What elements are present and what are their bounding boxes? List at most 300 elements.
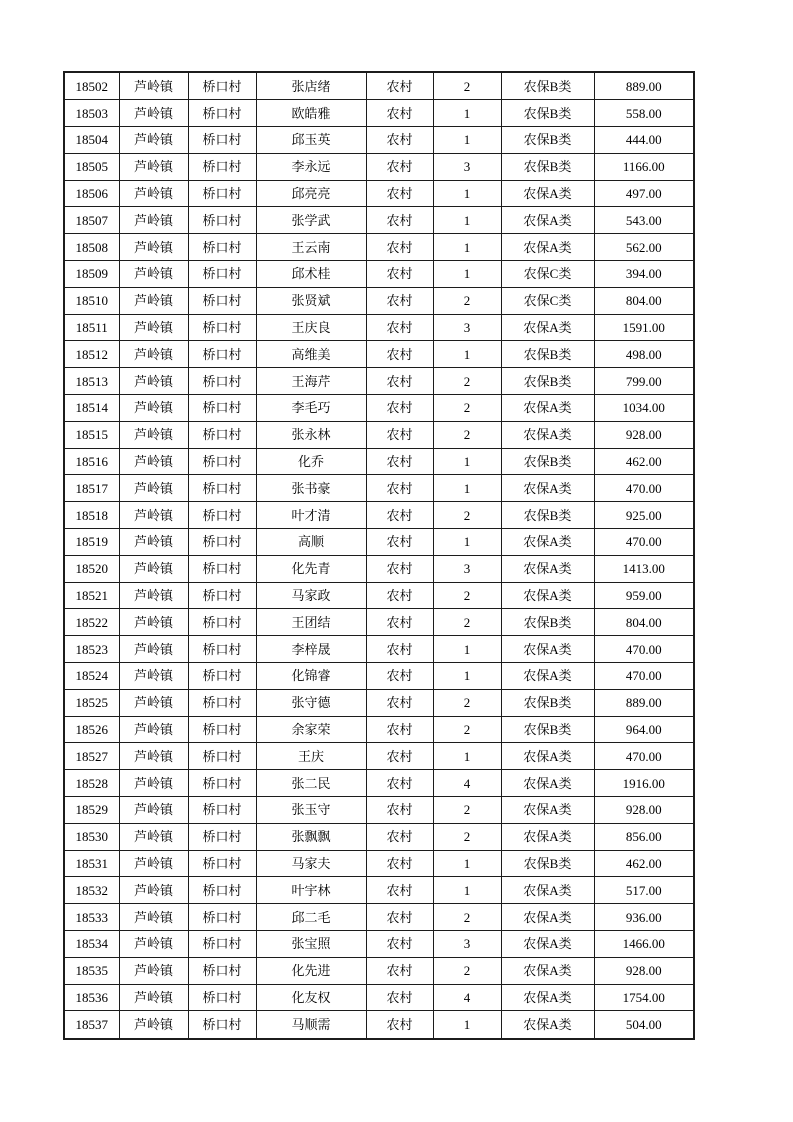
cell-town: 芦岭镇 <box>119 850 188 877</box>
cell-record_id: 18505 <box>64 153 119 180</box>
cell-insurance_class: 农保A类 <box>501 582 594 609</box>
cell-amount: 964.00 <box>594 716 694 743</box>
cell-record_id: 18514 <box>64 395 119 422</box>
cell-household_count: 1 <box>433 662 501 689</box>
cell-residence_type: 农村 <box>366 850 433 877</box>
table-row <box>64 689 694 716</box>
cell-residence_type: 农村 <box>366 341 433 368</box>
cell-residence_type: 农村 <box>366 877 433 904</box>
cell-village: 桥口村 <box>188 421 256 448</box>
cell-person_name: 王云南 <box>256 234 366 261</box>
cell-record_id: 18527 <box>64 743 119 770</box>
cell-village: 桥口村 <box>188 475 256 502</box>
cell-household_count: 3 <box>433 153 501 180</box>
cell-person_name: 王海芹 <box>256 368 366 395</box>
cell-household_count: 1 <box>433 877 501 904</box>
cell-residence_type: 农村 <box>366 475 433 502</box>
cell-insurance_class: 农保B类 <box>501 127 594 154</box>
cell-village: 桥口村 <box>188 448 256 475</box>
cell-amount: 543.00 <box>594 207 694 234</box>
cell-town: 芦岭镇 <box>119 904 188 931</box>
table-row <box>64 314 694 341</box>
cell-record_id: 18522 <box>64 609 119 636</box>
cell-village: 桥口村 <box>188 770 256 797</box>
cell-record_id: 18518 <box>64 502 119 529</box>
table-row <box>64 582 694 609</box>
cell-village: 桥口村 <box>188 395 256 422</box>
table-row <box>64 529 694 556</box>
cell-insurance_class: 农保A类 <box>501 421 594 448</box>
cell-person_name: 李永远 <box>256 153 366 180</box>
cell-insurance_class: 农保A类 <box>501 662 594 689</box>
cell-amount: 925.00 <box>594 502 694 529</box>
cell-record_id: 18528 <box>64 770 119 797</box>
cell-insurance_class: 农保B类 <box>501 100 594 127</box>
cell-household_count: 2 <box>433 609 501 636</box>
cell-amount: 928.00 <box>594 421 694 448</box>
cell-village: 桥口村 <box>188 529 256 556</box>
cell-village: 桥口村 <box>188 127 256 154</box>
table-row <box>64 930 694 957</box>
cell-insurance_class: 农保A类 <box>501 984 594 1011</box>
cell-village: 桥口村 <box>188 716 256 743</box>
table-row <box>64 261 694 288</box>
cell-insurance_class: 农保A类 <box>501 770 594 797</box>
cell-insurance_class: 农保B类 <box>501 72 594 100</box>
cell-household_count: 2 <box>433 72 501 100</box>
cell-residence_type: 农村 <box>366 180 433 207</box>
cell-amount: 1413.00 <box>594 555 694 582</box>
table-row <box>64 904 694 931</box>
cell-town: 芦岭镇 <box>119 127 188 154</box>
cell-town: 芦岭镇 <box>119 180 188 207</box>
cell-town: 芦岭镇 <box>119 529 188 556</box>
cell-town: 芦岭镇 <box>119 1011 188 1039</box>
table-body <box>64 72 694 1039</box>
cell-record_id: 18504 <box>64 127 119 154</box>
cell-town: 芦岭镇 <box>119 609 188 636</box>
cell-amount: 1466.00 <box>594 930 694 957</box>
cell-village: 桥口村 <box>188 957 256 984</box>
cell-person_name: 张玉守 <box>256 796 366 823</box>
cell-record_id: 18513 <box>64 368 119 395</box>
cell-person_name: 化乔 <box>256 448 366 475</box>
table-row <box>64 395 694 422</box>
cell-record_id: 18532 <box>64 877 119 904</box>
table-row <box>64 127 694 154</box>
cell-insurance_class: 农保A类 <box>501 555 594 582</box>
cell-household_count: 2 <box>433 796 501 823</box>
cell-insurance_class: 农保B类 <box>501 341 594 368</box>
cell-village: 桥口村 <box>188 502 256 529</box>
table-row <box>64 180 694 207</box>
cell-town: 芦岭镇 <box>119 877 188 904</box>
cell-residence_type: 农村 <box>366 100 433 127</box>
cell-record_id: 18516 <box>64 448 119 475</box>
cell-village: 桥口村 <box>188 823 256 850</box>
cell-amount: 889.00 <box>594 689 694 716</box>
cell-residence_type: 农村 <box>366 689 433 716</box>
cell-residence_type: 农村 <box>366 904 433 931</box>
cell-town: 芦岭镇 <box>119 448 188 475</box>
table-row <box>64 1011 694 1039</box>
cell-village: 桥口村 <box>188 341 256 368</box>
cell-insurance_class: 农保B类 <box>501 448 594 475</box>
cell-town: 芦岭镇 <box>119 395 188 422</box>
cell-person_name: 王庆 <box>256 743 366 770</box>
cell-record_id: 18503 <box>64 100 119 127</box>
cell-household_count: 2 <box>433 823 501 850</box>
table-row <box>64 743 694 770</box>
cell-amount: 856.00 <box>594 823 694 850</box>
cell-residence_type: 农村 <box>366 716 433 743</box>
cell-village: 桥口村 <box>188 100 256 127</box>
cell-village: 桥口村 <box>188 930 256 957</box>
cell-household_count: 1 <box>433 743 501 770</box>
cell-household_count: 2 <box>433 395 501 422</box>
cell-amount: 470.00 <box>594 636 694 663</box>
cell-amount: 1754.00 <box>594 984 694 1011</box>
cell-insurance_class: 农保A类 <box>501 930 594 957</box>
cell-amount: 470.00 <box>594 662 694 689</box>
cell-town: 芦岭镇 <box>119 823 188 850</box>
cell-village: 桥口村 <box>188 1011 256 1039</box>
cell-town: 芦岭镇 <box>119 662 188 689</box>
cell-amount: 804.00 <box>594 287 694 314</box>
cell-person_name: 邱亮亮 <box>256 180 366 207</box>
cell-household_count: 1 <box>433 180 501 207</box>
cell-insurance_class: 农保A类 <box>501 743 594 770</box>
cell-residence_type: 农村 <box>366 207 433 234</box>
table-row <box>64 636 694 663</box>
cell-insurance_class: 农保A类 <box>501 823 594 850</box>
cell-village: 桥口村 <box>188 234 256 261</box>
cell-household_count: 1 <box>433 127 501 154</box>
cell-residence_type: 农村 <box>366 529 433 556</box>
cell-household_count: 2 <box>433 716 501 743</box>
cell-record_id: 18535 <box>64 957 119 984</box>
cell-residence_type: 农村 <box>366 448 433 475</box>
cell-record_id: 18510 <box>64 287 119 314</box>
cell-amount: 498.00 <box>594 341 694 368</box>
cell-residence_type: 农村 <box>366 957 433 984</box>
cell-residence_type: 农村 <box>366 984 433 1011</box>
cell-person_name: 欧皓雅 <box>256 100 366 127</box>
cell-record_id: 18531 <box>64 850 119 877</box>
cell-amount: 444.00 <box>594 127 694 154</box>
cell-town: 芦岭镇 <box>119 689 188 716</box>
cell-village: 桥口村 <box>188 287 256 314</box>
cell-record_id: 18530 <box>64 823 119 850</box>
cell-person_name: 张守德 <box>256 689 366 716</box>
table-row <box>64 234 694 261</box>
table-row <box>64 448 694 475</box>
table-row <box>64 555 694 582</box>
cell-town: 芦岭镇 <box>119 475 188 502</box>
cell-record_id: 18509 <box>64 261 119 288</box>
cell-town: 芦岭镇 <box>119 636 188 663</box>
cell-person_name: 李梓晟 <box>256 636 366 663</box>
table-row <box>64 770 694 797</box>
cell-person_name: 化先进 <box>256 957 366 984</box>
cell-amount: 1916.00 <box>594 770 694 797</box>
cell-insurance_class: 农保B类 <box>501 689 594 716</box>
cell-insurance_class: 农保A类 <box>501 475 594 502</box>
cell-town: 芦岭镇 <box>119 502 188 529</box>
cell-residence_type: 农村 <box>366 636 433 663</box>
cell-household_count: 1 <box>433 529 501 556</box>
cell-household_count: 2 <box>433 689 501 716</box>
cell-insurance_class: 农保B类 <box>501 502 594 529</box>
cell-household_count: 2 <box>433 502 501 529</box>
cell-household_count: 1 <box>433 341 501 368</box>
cell-village: 桥口村 <box>188 904 256 931</box>
cell-amount: 394.00 <box>594 261 694 288</box>
cell-household_count: 3 <box>433 555 501 582</box>
cell-household_count: 1 <box>433 234 501 261</box>
cell-town: 芦岭镇 <box>119 716 188 743</box>
cell-household_count: 2 <box>433 287 501 314</box>
cell-record_id: 18507 <box>64 207 119 234</box>
cell-record_id: 18511 <box>64 314 119 341</box>
table-row <box>64 796 694 823</box>
cell-insurance_class: 农保A类 <box>501 1011 594 1039</box>
cell-amount: 804.00 <box>594 609 694 636</box>
cell-household_count: 2 <box>433 421 501 448</box>
cell-record_id: 18502 <box>64 72 119 100</box>
cell-insurance_class: 农保A类 <box>501 207 594 234</box>
cell-town: 芦岭镇 <box>119 207 188 234</box>
cell-town: 芦岭镇 <box>119 368 188 395</box>
cell-amount: 470.00 <box>594 529 694 556</box>
cell-person_name: 邱玉英 <box>256 127 366 154</box>
cell-town: 芦岭镇 <box>119 72 188 100</box>
cell-town: 芦岭镇 <box>119 341 188 368</box>
cell-person_name: 马家政 <box>256 582 366 609</box>
table-row <box>64 984 694 1011</box>
cell-residence_type: 农村 <box>366 582 433 609</box>
cell-record_id: 18526 <box>64 716 119 743</box>
cell-household_count: 4 <box>433 984 501 1011</box>
cell-residence_type: 农村 <box>366 368 433 395</box>
cell-household_count: 4 <box>433 770 501 797</box>
cell-village: 桥口村 <box>188 153 256 180</box>
cell-town: 芦岭镇 <box>119 421 188 448</box>
cell-residence_type: 农村 <box>366 796 433 823</box>
table-row <box>64 153 694 180</box>
cell-record_id: 18512 <box>64 341 119 368</box>
cell-village: 桥口村 <box>188 261 256 288</box>
cell-household_count: 3 <box>433 314 501 341</box>
cell-record_id: 18524 <box>64 662 119 689</box>
cell-insurance_class: 农保B类 <box>501 716 594 743</box>
table-row <box>64 850 694 877</box>
cell-person_name: 张学武 <box>256 207 366 234</box>
cell-residence_type: 农村 <box>366 314 433 341</box>
cell-village: 桥口村 <box>188 877 256 904</box>
cell-amount: 936.00 <box>594 904 694 931</box>
cell-household_count: 2 <box>433 904 501 931</box>
cell-person_name: 张书豪 <box>256 475 366 502</box>
cell-residence_type: 农村 <box>366 261 433 288</box>
table-row <box>64 957 694 984</box>
cell-amount: 462.00 <box>594 850 694 877</box>
cell-amount: 562.00 <box>594 234 694 261</box>
cell-person_name: 张贤斌 <box>256 287 366 314</box>
table-row <box>64 341 694 368</box>
cell-residence_type: 农村 <box>366 662 433 689</box>
cell-record_id: 18533 <box>64 904 119 931</box>
cell-amount: 928.00 <box>594 957 694 984</box>
table-row <box>64 475 694 502</box>
cell-person_name: 邱术桂 <box>256 261 366 288</box>
cell-household_count: 1 <box>433 636 501 663</box>
cell-insurance_class: 农保A类 <box>501 234 594 261</box>
cell-record_id: 18506 <box>64 180 119 207</box>
cell-residence_type: 农村 <box>366 421 433 448</box>
cell-record_id: 18525 <box>64 689 119 716</box>
cell-household_count: 1 <box>433 261 501 288</box>
cell-record_id: 18515 <box>64 421 119 448</box>
cell-household_count: 2 <box>433 582 501 609</box>
cell-insurance_class: 农保A类 <box>501 314 594 341</box>
cell-residence_type: 农村 <box>366 395 433 422</box>
cell-insurance_class: 农保C类 <box>501 287 594 314</box>
cell-insurance_class: 农保A类 <box>501 957 594 984</box>
cell-record_id: 18537 <box>64 1011 119 1039</box>
cell-insurance_class: 农保A类 <box>501 904 594 931</box>
cell-amount: 462.00 <box>594 448 694 475</box>
cell-town: 芦岭镇 <box>119 261 188 288</box>
cell-town: 芦岭镇 <box>119 930 188 957</box>
cell-amount: 470.00 <box>594 743 694 770</box>
cell-amount: 928.00 <box>594 796 694 823</box>
cell-record_id: 18521 <box>64 582 119 609</box>
cell-amount: 959.00 <box>594 582 694 609</box>
cell-household_count: 1 <box>433 475 501 502</box>
table-row <box>64 368 694 395</box>
cell-amount: 1166.00 <box>594 153 694 180</box>
cell-household_count: 2 <box>433 368 501 395</box>
cell-residence_type: 农村 <box>366 555 433 582</box>
cell-village: 桥口村 <box>188 368 256 395</box>
cell-residence_type: 农村 <box>366 127 433 154</box>
cell-residence_type: 农村 <box>366 770 433 797</box>
cell-person_name: 高顺 <box>256 529 366 556</box>
cell-amount: 517.00 <box>594 877 694 904</box>
cell-household_count: 1 <box>433 207 501 234</box>
cell-record_id: 18529 <box>64 796 119 823</box>
cell-record_id: 18508 <box>64 234 119 261</box>
cell-person_name: 高维美 <box>256 341 366 368</box>
cell-person_name: 张永林 <box>256 421 366 448</box>
cell-village: 桥口村 <box>188 72 256 100</box>
cell-residence_type: 农村 <box>366 823 433 850</box>
table-row <box>64 609 694 636</box>
cell-residence_type: 农村 <box>366 743 433 770</box>
cell-town: 芦岭镇 <box>119 153 188 180</box>
cell-village: 桥口村 <box>188 609 256 636</box>
cell-town: 芦岭镇 <box>119 743 188 770</box>
cell-person_name: 化友权 <box>256 984 366 1011</box>
cell-residence_type: 农村 <box>366 287 433 314</box>
cell-insurance_class: 农保C类 <box>501 261 594 288</box>
table-row <box>64 72 694 100</box>
cell-household_count: 1 <box>433 448 501 475</box>
cell-village: 桥口村 <box>188 689 256 716</box>
cell-village: 桥口村 <box>188 314 256 341</box>
table-row <box>64 421 694 448</box>
cell-insurance_class: 农保B类 <box>501 850 594 877</box>
cell-household_count: 1 <box>433 850 501 877</box>
cell-residence_type: 农村 <box>366 930 433 957</box>
cell-person_name: 叶宇林 <box>256 877 366 904</box>
cell-residence_type: 农村 <box>366 153 433 180</box>
cell-insurance_class: 农保A类 <box>501 636 594 663</box>
cell-amount: 1034.00 <box>594 395 694 422</box>
cell-town: 芦岭镇 <box>119 770 188 797</box>
cell-town: 芦岭镇 <box>119 984 188 1011</box>
cell-insurance_class: 农保A类 <box>501 877 594 904</box>
cell-person_name: 张店绪 <box>256 72 366 100</box>
cell-insurance_class: 农保B类 <box>501 368 594 395</box>
cell-household_count: 1 <box>433 100 501 127</box>
table-row <box>64 502 694 529</box>
beneficiary-table <box>63 71 695 1040</box>
cell-town: 芦岭镇 <box>119 234 188 261</box>
cell-record_id: 18534 <box>64 930 119 957</box>
cell-household_count: 3 <box>433 930 501 957</box>
cell-amount: 504.00 <box>594 1011 694 1039</box>
cell-record_id: 18523 <box>64 636 119 663</box>
cell-person_name: 叶才清 <box>256 502 366 529</box>
cell-village: 桥口村 <box>188 180 256 207</box>
cell-residence_type: 农村 <box>366 502 433 529</box>
cell-amount: 799.00 <box>594 368 694 395</box>
cell-insurance_class: 农保B类 <box>501 153 594 180</box>
cell-record_id: 18519 <box>64 529 119 556</box>
cell-insurance_class: 农保A类 <box>501 395 594 422</box>
cell-person_name: 张飘飘 <box>256 823 366 850</box>
cell-village: 桥口村 <box>188 984 256 1011</box>
cell-residence_type: 农村 <box>366 609 433 636</box>
cell-town: 芦岭镇 <box>119 314 188 341</box>
cell-household_count: 1 <box>433 1011 501 1039</box>
cell-person_name: 张宝照 <box>256 930 366 957</box>
cell-village: 桥口村 <box>188 796 256 823</box>
cell-amount: 497.00 <box>594 180 694 207</box>
cell-town: 芦岭镇 <box>119 796 188 823</box>
table-row <box>64 823 694 850</box>
cell-record_id: 18536 <box>64 984 119 1011</box>
cell-person_name: 化锦睿 <box>256 662 366 689</box>
cell-record_id: 18520 <box>64 555 119 582</box>
cell-person_name: 余家荣 <box>256 716 366 743</box>
cell-person_name: 王庆良 <box>256 314 366 341</box>
cell-village: 桥口村 <box>188 555 256 582</box>
cell-town: 芦岭镇 <box>119 582 188 609</box>
cell-village: 桥口村 <box>188 636 256 663</box>
cell-person_name: 李毛巧 <box>256 395 366 422</box>
cell-amount: 1591.00 <box>594 314 694 341</box>
cell-record_id: 18517 <box>64 475 119 502</box>
cell-amount: 889.00 <box>594 72 694 100</box>
table-row <box>64 877 694 904</box>
cell-insurance_class: 农保A类 <box>501 796 594 823</box>
cell-residence_type: 农村 <box>366 234 433 261</box>
cell-amount: 470.00 <box>594 475 694 502</box>
cell-village: 桥口村 <box>188 850 256 877</box>
